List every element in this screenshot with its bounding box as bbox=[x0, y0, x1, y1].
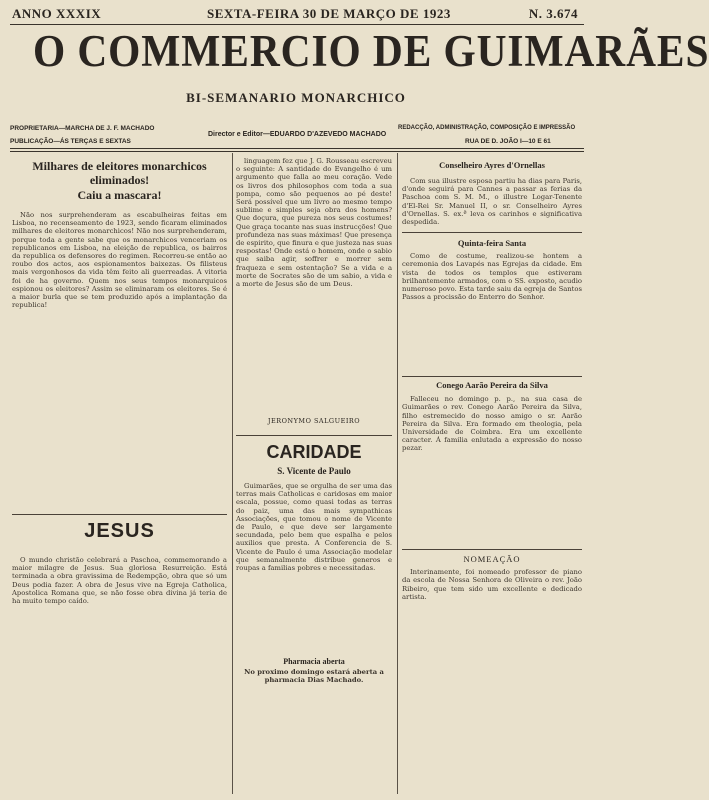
article-rousseau-text: linguagem fez que J. G. Rousseau escreveu o seguinte: A santidade do Evangelho é um argumento que falla ao meu coração. Vede os livros dos philosophos com toda a sua pompa, como são pequenos ao pé deste! Será possível que um livro ao mesmo tempo sublime e simples seja obra dos homens? Que doçura, que pureza nos seus costumes! Que graça tocante nas suas instrucções! Que profundeza nas suas máximas! Que presença de espirito, que finura e que justeza nas suas respostas! Onde está o homem, onde o sabio que saiba agir, soffrer e morrer sem fraqueza e sem ostentação? Se a vida e a morte de Socrates são de um sabio, a vida e a morte de Jesus são de um Deus. bbox=[236, 157, 392, 289]
masthead-title: O COMMERCIO DE GUIMARÃES bbox=[32, 26, 709, 76]
article-eleitores-text: Não nos surprehenderam as escabulheiras feitas em Lisboa, no recenseamento de 1923, sendo ficaram eliminados milhares de eleitores monarchicos! Não nos surprehenderam, porque toda a gente sabe que os monarchicos venceriam os republicanos em Lisboa, na eleição de republica, os bairros da republica os defensores do regimen. Recorreu-se então ao roubo dos actos, aos espionamentos baixezas. Os filisteus mais vergonhosos da vida têm feito ali guerreadas. A vitoria foi de ha governo. Quem nos seus tempos monarquicos espionou os eleitores? Assim se eliminaram os eleitores. Se é a maior burla que se tem produzido após a implantação da republica! bbox=[12, 211, 227, 310]
headline-eleitores: Milhares de eleitores monarchicos eliminados! bbox=[32, 159, 207, 187]
column-divider-2 bbox=[397, 153, 398, 794]
headline-pharmacia: Pharmacia aberta bbox=[283, 657, 345, 666]
header-bottom-rule bbox=[10, 148, 584, 149]
divider bbox=[12, 514, 227, 515]
article-signature: JERONYMO SALGUEIRO bbox=[267, 417, 361, 425]
column-1 bbox=[12, 153, 227, 794]
divider bbox=[402, 549, 582, 550]
divider bbox=[236, 435, 392, 436]
publication-line: PUBLICAÇÃO—ÁS TERÇAS E SEXTAS bbox=[10, 138, 131, 145]
article-rousseau-body bbox=[236, 157, 392, 407]
divider bbox=[402, 376, 582, 377]
issue-number: N. 3.674 bbox=[528, 6, 578, 21]
article-caridade-text: Guimarães, que se orgulha de ser uma das terras mais Catholicas e caridosas em maior escala, possue, como quasi todas as terras do paiz, uma das mais sympathicas Associações, que tomou o nome de Vicente de Paulo, e que deve ser largamente secundada, pelo bem que espalha e pelos auxilios que presta. A Conferencia de S. Vicente de Paulo é uma Associação modelar que semanalmente distribue generos e roupas a familias pobres e necessitadas. bbox=[236, 482, 392, 573]
pharmacia-text: No proximo domingo estará aberta a pharmacia Dias Machado. bbox=[244, 668, 384, 685]
subheadline-vicente: S. Vicente de Paulo bbox=[277, 466, 351, 476]
year-label: ANNO XXXIX bbox=[12, 6, 102, 21]
article-nomeacao-text: Interinamente, foi nomeado professor de piano da escola de Nossa Senhora de Oliveira o rev. João Ribeiro, que tem sido um excellente e dedicado artista. bbox=[402, 568, 582, 601]
masthead-subtitle: BI-SEMANARIO MONARCHICO bbox=[186, 90, 406, 105]
article-nomeacao-body bbox=[402, 568, 582, 601]
article-jesus-text: O mundo christão celebrará a Paschoa, commemorando a maior milagre de Jesus. Sua gloriosa Resurreição. Está terminada a obra gravissima de Redempção, obra que só um Deus podia fazer. A obra de Jesus vive na Egreja Catholica, Apostolica Romana que, se não fosse obra divina já teria de ha muito tempo caído. bbox=[12, 556, 227, 606]
headline-conego: Conego Aarão Pereira da Silva bbox=[436, 380, 548, 391]
headline-jesus: JESUS bbox=[84, 520, 155, 542]
article-conego-text: Falleceu no domingo p. p., na sua casa de Guimarães o rev. Conego Aarão Pereira da Silva, filho estremecido do nosso amigo o sr. Aarão Pereira da Silva. Era formado em theologia, pela Universidade de Coimbra. Era um excellente caracter. Á familia enlutada a expressão do nosso pezar. bbox=[402, 395, 582, 453]
article-quinta-feira-text: Como de costume, realizou-se hontem a ceremonia dos Lavapés nas Egrejas da cidade. Em vista de todos os templos que estiveram brilhantemente armados, com o SS. exposto, acudio numeroso povo. Esta tarde saiu da egreja de Santos Passos a procissão do Enterro do Senhor. bbox=[402, 252, 582, 302]
headline-caridade: CARIDADE bbox=[266, 442, 362, 462]
article-ornellas-body bbox=[402, 177, 582, 226]
article-ornellas-text: Com sua illustre esposa partiu ha dias para Paris, d'onde seguirá para Cannes a passar as ferias da Paschoa com S. M. M., o illustre Logar-Tenente d'El-Rei Sr. Manuel II, o sr. Conselheiro Ayres d'Ornellas. S. ex.ª leva os carinhos e significativa despedida. bbox=[402, 177, 582, 227]
date-label: SEXTA-FEIRA 30 DE MARÇO DE 1923 bbox=[207, 6, 451, 21]
divider bbox=[402, 232, 582, 233]
headline-mascara: Caiu a mascara! bbox=[77, 188, 162, 202]
article-caridade-body bbox=[236, 482, 392, 652]
article-conego-body bbox=[402, 395, 582, 545]
issue-info-line bbox=[12, 6, 582, 26]
headline-nomeacao: NOMEAÇÃO bbox=[463, 554, 521, 565]
address-line: RUA DE D. JOÃO I—10 E 61 bbox=[465, 138, 551, 145]
headline-ornellas: Conselheiro Ayres d'Ornellas bbox=[439, 160, 545, 170]
column-3 bbox=[402, 153, 582, 794]
header-bottom-rule-2 bbox=[10, 151, 584, 152]
article-quinta-feira-body bbox=[402, 252, 582, 372]
column-2 bbox=[236, 153, 392, 794]
proprietor-line: PROPRIETARIA—MARCHA DE J. F. MACHADO bbox=[10, 125, 155, 132]
article-jesus-body bbox=[12, 556, 227, 605]
article-eleitores-body bbox=[12, 211, 227, 511]
director-line: Director e Editor—EDUARDO D'AZEVEDO MACHADO bbox=[208, 131, 387, 138]
top-rule bbox=[10, 24, 584, 25]
column-divider-1 bbox=[232, 153, 233, 794]
redaction-line: REDACÇÃO, ADMINISTRAÇÃO, COMPOSIÇÃO E IMPRESSÃO bbox=[398, 125, 576, 131]
headline-quinta-feira: Quinta-feira Santa bbox=[457, 238, 527, 249]
